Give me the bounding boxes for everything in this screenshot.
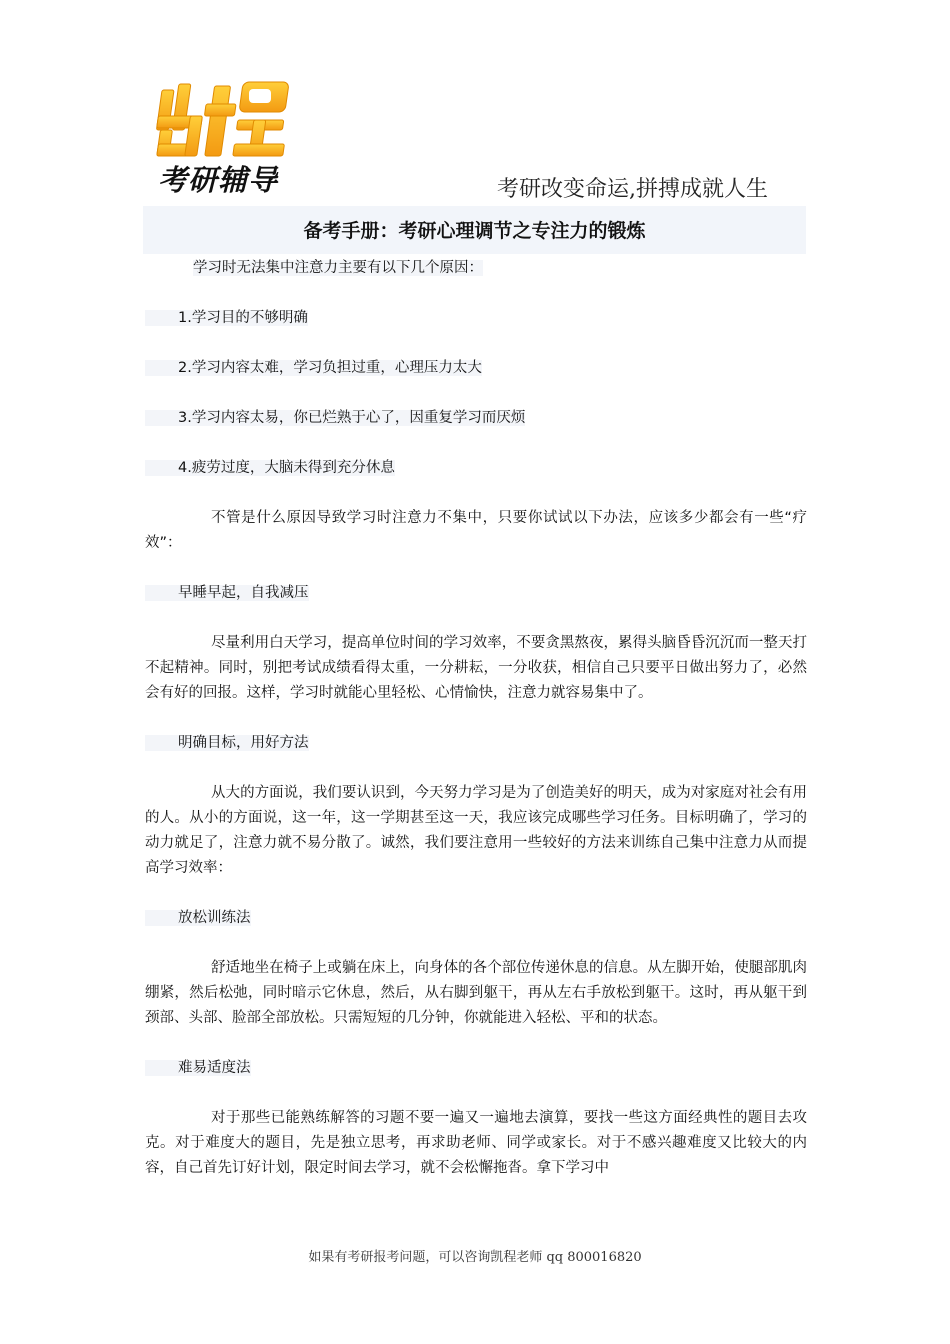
section-heading-goal: 明确目标，用好方法 (145, 731, 807, 756)
logo-subtitle: 考研辅导 (158, 163, 279, 197)
reason-item-4: 4.疲劳过度，大脑未得到充分休息 (145, 456, 807, 481)
reason-item-3: 3.学习内容太易，你已烂熟于心了，因重复学习而厌烦 (145, 406, 807, 431)
section-heading-difficulty: 难易适度法 (145, 1056, 807, 1081)
method-intro-paragraph: 不管是什么原因导致学习时注意力不集中，只要你试试以下办法，应该多少都会有一些“疗效”： (145, 510, 807, 551)
intro-paragraph: 学习时无法集中注意力主要有以下几个原因： (193, 260, 483, 276)
page-footer: 如果有考研报考问题，可以咨询凯程老师 qq 800016820 (308, 1250, 642, 1265)
document-body (145, 256, 807, 1181)
goal-paragraph: 从大的方面说，我们要认识到，今天努力学习是为了创造美好的明天，成为对家庭对社会有用的人。从小的方面说，这一年，这一学期甚至这一天，我应该完成哪些学习任务。目标明确了，学习的动力就足了，注意力就不易分散了。诚然，我们要注意用一些较好的方法来训练自己集中注意力从而提高学习效率： (145, 785, 807, 876)
section-heading-sleep: 早睡早起，自我减压 (145, 581, 807, 606)
header-slogan: 考研改变命运,拼搏成就人生 (497, 177, 768, 202)
sleep-paragraph: 尽量利用白天学习，提高单位时间的学习效率，不要贪黑熬夜，累得头脑昏昏沉沉而一整天打不起精神。同时，别把考试成绩看得太重，一分耕耘，一分收获，相信自己只要平日做出努力了，必然会有好的回报。这样，学习时就能心里轻松、心情愉快，注意力就容易集中了。 (145, 635, 807, 701)
kaicheng-logo-mark-icon (150, 76, 300, 162)
kaicheng-logo (150, 76, 300, 196)
document-title: 备考手册：考研心理调节之专注力的锻炼 (303, 220, 646, 242)
relax-paragraph: 舒适地坐在椅子上或躺在床上，向身体的各个部位传递休息的信息。从左脚开始，使腿部肌肉绷紧，然后松弛，同时暗示它休息，然后，从右脚到躯干，再从左右手放松到躯干。这时，再从躯干到颈部、头部、脸部全部放松。只需短短的几分钟，你就能进入轻松、平和的状态。 (145, 960, 807, 1026)
difficulty-paragraph: 对于那些已能熟练解答的习题不要一遍又一遍地去演算，要找一些这方面经典性的题目去攻克。对于难度大的题目，先是独立思考，再求助老师、同学或家长。对于不感兴趣难度又比较大的内容，自己首先订好计划，限定时间去学习，就不会松懈拖沓。拿下学习中 (145, 1110, 807, 1176)
reason-item-2: 2.学习内容太难，学习负担过重，心理压力太大 (145, 356, 807, 381)
section-heading-relax: 放松训练法 (145, 906, 807, 931)
reason-item-1: 1.学习目的不够明确 (145, 306, 807, 331)
